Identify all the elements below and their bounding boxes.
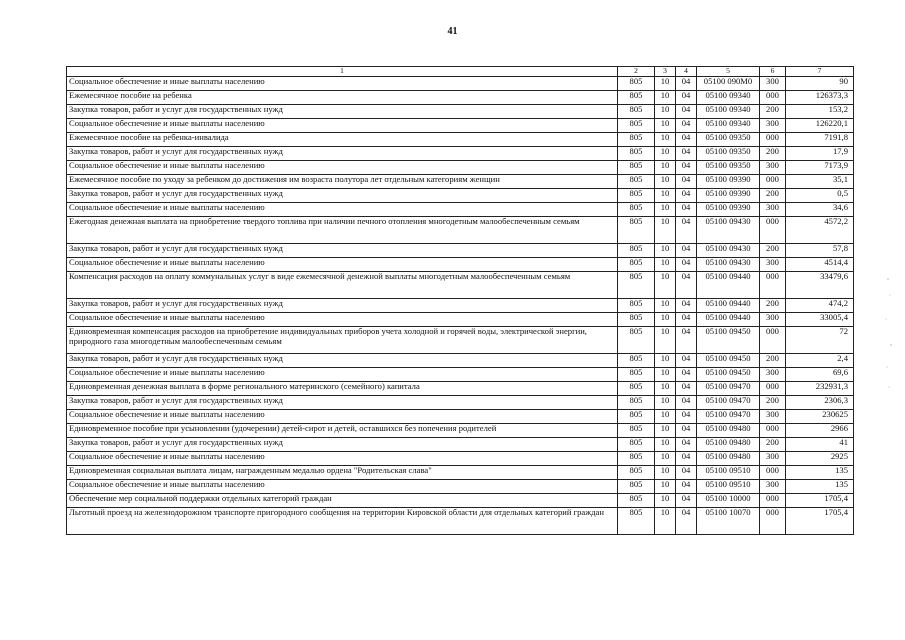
ministry-code: 805 bbox=[618, 368, 655, 382]
subsection-code: 04 bbox=[676, 327, 697, 354]
expense-type-code: 200 bbox=[760, 299, 786, 313]
target-article-code: 05100 090М0 bbox=[697, 77, 760, 91]
header-cell: 2 bbox=[618, 67, 655, 77]
amount-value: 90 bbox=[786, 77, 854, 91]
subsection-code: 04 bbox=[676, 217, 697, 244]
expense-type-code: 000 bbox=[760, 91, 786, 105]
subsection-code: 04 bbox=[676, 133, 697, 147]
section-code: 10 bbox=[655, 410, 676, 424]
budget-item-name: Закупка товаров, работ и услуг для государственных нужд bbox=[67, 147, 618, 161]
target-article-code: 05100 09440 bbox=[697, 313, 760, 327]
subsection-code: 04 bbox=[676, 105, 697, 119]
amount-value: 1705,4 bbox=[786, 508, 854, 535]
budget-item-name: Ежегодная денежная выплата на приобретение твердого топлива при наличии печного отопления многодетным малообеспеченным семьям bbox=[67, 217, 618, 244]
table-row bbox=[67, 105, 854, 119]
ministry-code: 805 bbox=[618, 272, 655, 299]
subsection-code: 04 bbox=[676, 368, 697, 382]
table-row bbox=[67, 508, 854, 535]
ministry-code: 805 bbox=[618, 424, 655, 438]
expense-type-code: 000 bbox=[760, 272, 786, 299]
subsection-code: 04 bbox=[676, 466, 697, 480]
target-article-code: 05100 09390 bbox=[697, 203, 760, 217]
ministry-code: 805 bbox=[618, 438, 655, 452]
table-row bbox=[67, 452, 854, 466]
expense-type-code: 000 bbox=[760, 327, 786, 354]
amount-value: 69,6 bbox=[786, 368, 854, 382]
section-code: 10 bbox=[655, 133, 676, 147]
target-article-code: 05100 09480 bbox=[697, 424, 760, 438]
subsection-code: 04 bbox=[676, 299, 697, 313]
subsection-code: 04 bbox=[676, 161, 697, 175]
table-row bbox=[67, 77, 854, 91]
target-article-code: 05100 09390 bbox=[697, 189, 760, 203]
amount-value: 57,8 bbox=[786, 244, 854, 258]
target-article-code: 05100 09390 bbox=[697, 175, 760, 189]
expense-type-code: 300 bbox=[760, 203, 786, 217]
amount-value: 474,2 bbox=[786, 299, 854, 313]
subsection-code: 04 bbox=[676, 354, 697, 368]
target-article-code: 05100 09470 bbox=[697, 382, 760, 396]
amount-value: 17,9 bbox=[786, 147, 854, 161]
subsection-code: 04 bbox=[676, 91, 697, 105]
table-row bbox=[67, 480, 854, 494]
header-cell: 7 bbox=[786, 67, 854, 77]
ministry-code: 805 bbox=[618, 452, 655, 466]
budget-item-name: Социальное обеспечение и иные выплаты населению bbox=[67, 368, 618, 382]
subsection-code: 04 bbox=[676, 410, 697, 424]
ministry-code: 805 bbox=[618, 147, 655, 161]
budget-table bbox=[66, 66, 854, 535]
subsection-code: 04 bbox=[676, 119, 697, 133]
subsection-code: 04 bbox=[676, 452, 697, 466]
table-row bbox=[67, 272, 854, 299]
ministry-code: 805 bbox=[618, 494, 655, 508]
amount-value: 35,1 bbox=[786, 175, 854, 189]
subsection-code: 04 bbox=[676, 147, 697, 161]
expense-type-code: 300 bbox=[760, 119, 786, 133]
section-code: 10 bbox=[655, 161, 676, 175]
amount-value: 0,5 bbox=[786, 189, 854, 203]
section-code: 10 bbox=[655, 424, 676, 438]
header-cell: 4 bbox=[676, 67, 697, 77]
amount-value: 2966 bbox=[786, 424, 854, 438]
section-code: 10 bbox=[655, 494, 676, 508]
amount-value: 135 bbox=[786, 480, 854, 494]
amount-value: 126373,3 bbox=[786, 91, 854, 105]
budget-item-name: Компенсация расходов на оплату коммунальных услуг в виде ежемесячной денежной выплаты многодетным малообеспеченным семьям bbox=[67, 272, 618, 299]
budget-item-name: Единовременная компенсация расходов на приобретение индивидуальных приборов учета холодной и горячей воды, электрической энергии, природного газа многодетным малообеспеченным семьям bbox=[67, 327, 618, 354]
target-article-code: 05100 09450 bbox=[697, 327, 760, 354]
ministry-code: 805 bbox=[618, 119, 655, 133]
expense-type-code: 000 bbox=[760, 175, 786, 189]
expense-type-code: 300 bbox=[760, 313, 786, 327]
table-row bbox=[67, 258, 854, 272]
subsection-code: 04 bbox=[676, 438, 697, 452]
subsection-code: 04 bbox=[676, 508, 697, 535]
header-cell: 5 bbox=[697, 67, 760, 77]
table-row bbox=[67, 203, 854, 217]
expense-type-code: 300 bbox=[760, 77, 786, 91]
amount-value: 4572,2 bbox=[786, 217, 854, 244]
budget-item-name: Закупка товаров, работ и услуг для государственных нужд bbox=[67, 438, 618, 452]
amount-value: 153,2 bbox=[786, 105, 854, 119]
scan-specks bbox=[874, 275, 894, 395]
subsection-code: 04 bbox=[676, 494, 697, 508]
column-number-header bbox=[67, 67, 854, 77]
table-row bbox=[67, 396, 854, 410]
budget-item-name: Ежемесячное пособие по уходу за ребенком до достижения им возраста полутора лет отдельным категориям женщин bbox=[67, 175, 618, 189]
header-cell: 3 bbox=[655, 67, 676, 77]
expense-type-code: 300 bbox=[760, 480, 786, 494]
target-article-code: 05100 09350 bbox=[697, 133, 760, 147]
section-code: 10 bbox=[655, 508, 676, 535]
expense-type-code: 300 bbox=[760, 410, 786, 424]
target-article-code: 05100 09340 bbox=[697, 105, 760, 119]
amount-value: 135 bbox=[786, 466, 854, 480]
table-row bbox=[67, 217, 854, 244]
expense-type-code: 300 bbox=[760, 161, 786, 175]
target-article-code: 05100 09350 bbox=[697, 147, 760, 161]
expense-type-code: 000 bbox=[760, 466, 786, 480]
amount-value: 33479,6 bbox=[786, 272, 854, 299]
table-row bbox=[67, 299, 854, 313]
ministry-code: 805 bbox=[618, 480, 655, 494]
target-article-code: 05100 10000 bbox=[697, 494, 760, 508]
target-article-code: 05100 09470 bbox=[697, 396, 760, 410]
budget-item-name: Социальное обеспечение и иные выплаты населению bbox=[67, 452, 618, 466]
table-row bbox=[67, 466, 854, 480]
section-code: 10 bbox=[655, 438, 676, 452]
expense-type-code: 000 bbox=[760, 133, 786, 147]
ministry-code: 805 bbox=[618, 77, 655, 91]
target-article-code: 05100 09340 bbox=[697, 119, 760, 133]
ministry-code: 805 bbox=[618, 396, 655, 410]
amount-value: 7191,8 bbox=[786, 133, 854, 147]
ministry-code: 805 bbox=[618, 382, 655, 396]
expense-type-code: 200 bbox=[760, 244, 786, 258]
table-row bbox=[67, 494, 854, 508]
amount-value: 1705,4 bbox=[786, 494, 854, 508]
section-code: 10 bbox=[655, 105, 676, 119]
target-article-code: 05100 09340 bbox=[697, 91, 760, 105]
section-code: 10 bbox=[655, 354, 676, 368]
expense-type-code: 200 bbox=[760, 354, 786, 368]
ministry-code: 805 bbox=[618, 189, 655, 203]
section-code: 10 bbox=[655, 382, 676, 396]
budget-item-name: Социальное обеспечение и иные выплаты населению bbox=[67, 203, 618, 217]
subsection-code: 04 bbox=[676, 189, 697, 203]
table-row bbox=[67, 354, 854, 368]
budget-item-name: Социальное обеспечение и иные выплаты населению bbox=[67, 161, 618, 175]
ministry-code: 805 bbox=[618, 105, 655, 119]
table-row bbox=[67, 133, 854, 147]
target-article-code: 05100 09430 bbox=[697, 244, 760, 258]
target-article-code: 05100 09350 bbox=[697, 161, 760, 175]
ministry-code: 805 bbox=[618, 299, 655, 313]
section-code: 10 bbox=[655, 313, 676, 327]
budget-item-name: Социальное обеспечение и иные выплаты населению bbox=[67, 480, 618, 494]
section-code: 10 bbox=[655, 272, 676, 299]
ministry-code: 805 bbox=[618, 258, 655, 272]
header-cell: 1 bbox=[67, 67, 618, 77]
budget-item-name: Закупка товаров, работ и услуг для государственных нужд bbox=[67, 354, 618, 368]
budget-item-name: Закупка товаров, работ и услуг для государственных нужд bbox=[67, 299, 618, 313]
amount-value: 7173,9 bbox=[786, 161, 854, 175]
subsection-code: 04 bbox=[676, 244, 697, 258]
expense-type-code: 300 bbox=[760, 452, 786, 466]
ministry-code: 805 bbox=[618, 244, 655, 258]
ministry-code: 805 bbox=[618, 313, 655, 327]
section-code: 10 bbox=[655, 452, 676, 466]
target-article-code: 05100 09450 bbox=[697, 368, 760, 382]
budget-item-name: Льготный проезд на железнодорожном транспорте пригородного сообщения на территории Кировской области для отдельных категорий граждан bbox=[67, 508, 618, 535]
ministry-code: 805 bbox=[618, 217, 655, 244]
budget-item-name: Социальное обеспечение и иные выплаты населению bbox=[67, 258, 618, 272]
target-article-code: 05100 09480 bbox=[697, 438, 760, 452]
expense-type-code: 300 bbox=[760, 258, 786, 272]
section-code: 10 bbox=[655, 189, 676, 203]
expense-type-code: 200 bbox=[760, 438, 786, 452]
table-row bbox=[67, 175, 854, 189]
section-code: 10 bbox=[655, 91, 676, 105]
target-article-code: 05100 09440 bbox=[697, 272, 760, 299]
ministry-code: 805 bbox=[618, 203, 655, 217]
target-article-code: 05100 09430 bbox=[697, 217, 760, 244]
expense-type-code: 000 bbox=[760, 424, 786, 438]
section-code: 10 bbox=[655, 147, 676, 161]
expense-type-code: 200 bbox=[760, 147, 786, 161]
subsection-code: 04 bbox=[676, 480, 697, 494]
budget-item-name: Социальное обеспечение и иные выплаты населению bbox=[67, 77, 618, 91]
ministry-code: 805 bbox=[618, 410, 655, 424]
budget-item-name: Единовременная социальная выплата лицам, награжденным медалью ордена "Родительская слава" bbox=[67, 466, 618, 480]
budget-item-name: Закупка товаров, работ и услуг для государственных нужд bbox=[67, 396, 618, 410]
budget-item-name: Социальное обеспечение и иные выплаты населению bbox=[67, 119, 618, 133]
ministry-code: 805 bbox=[618, 354, 655, 368]
budget-item-name: Социальное обеспечение и иные выплаты населению bbox=[67, 410, 618, 424]
subsection-code: 04 bbox=[676, 77, 697, 91]
ministry-code: 805 bbox=[618, 508, 655, 535]
subsection-code: 04 bbox=[676, 424, 697, 438]
amount-value: 126220,1 bbox=[786, 119, 854, 133]
budget-item-name: Закупка товаров, работ и услуг для государственных нужд bbox=[67, 244, 618, 258]
amount-value: 41 bbox=[786, 438, 854, 452]
ministry-code: 805 bbox=[618, 133, 655, 147]
section-code: 10 bbox=[655, 244, 676, 258]
table-row bbox=[67, 410, 854, 424]
table-row bbox=[67, 368, 854, 382]
amount-value: 232931,3 bbox=[786, 382, 854, 396]
amount-value: 4514,4 bbox=[786, 258, 854, 272]
budget-item-name: Закупка товаров, работ и услуг для государственных нужд bbox=[67, 105, 618, 119]
expense-type-code: 000 bbox=[760, 494, 786, 508]
expense-type-code: 300 bbox=[760, 368, 786, 382]
table-row bbox=[67, 244, 854, 258]
subsection-code: 04 bbox=[676, 313, 697, 327]
amount-value: 34,6 bbox=[786, 203, 854, 217]
amount-value: 33005,4 bbox=[786, 313, 854, 327]
section-code: 10 bbox=[655, 258, 676, 272]
ministry-code: 805 bbox=[618, 161, 655, 175]
subsection-code: 04 bbox=[676, 258, 697, 272]
section-code: 10 bbox=[655, 77, 676, 91]
budget-item-name: Единовременная денежная выплата в форме регионального материнского (семейного) капитала bbox=[67, 382, 618, 396]
budget-item-name: Обеспечение мер социальной поддержки отдельных категорий граждан bbox=[67, 494, 618, 508]
subsection-code: 04 bbox=[676, 203, 697, 217]
amount-value: 230625 bbox=[786, 410, 854, 424]
table-row bbox=[67, 382, 854, 396]
table-row bbox=[67, 438, 854, 452]
section-code: 10 bbox=[655, 327, 676, 354]
section-code: 10 bbox=[655, 203, 676, 217]
expense-type-code: 200 bbox=[760, 189, 786, 203]
expense-type-code: 000 bbox=[760, 382, 786, 396]
table-row bbox=[67, 161, 854, 175]
budget-item-name: Ежемесячное пособие на ребенка bbox=[67, 91, 618, 105]
subsection-code: 04 bbox=[676, 175, 697, 189]
section-code: 10 bbox=[655, 217, 676, 244]
target-article-code: 05100 09430 bbox=[697, 258, 760, 272]
target-article-code: 05100 09450 bbox=[697, 354, 760, 368]
table-row bbox=[67, 424, 854, 438]
section-code: 10 bbox=[655, 119, 676, 133]
target-article-code: 05100 09470 bbox=[697, 410, 760, 424]
amount-value: 72 bbox=[786, 327, 854, 354]
budget-item-name: Социальное обеспечение и иные выплаты населению bbox=[67, 313, 618, 327]
amount-value: 2925 bbox=[786, 452, 854, 466]
expense-type-code: 000 bbox=[760, 217, 786, 244]
subsection-code: 04 bbox=[676, 396, 697, 410]
table-row bbox=[67, 327, 854, 354]
budget-item-name: Закупка товаров, работ и услуг для государственных нужд bbox=[67, 189, 618, 203]
budget-item-name: Ежемесячное пособие на ребенка-инвалида bbox=[67, 133, 618, 147]
ministry-code: 805 bbox=[618, 466, 655, 480]
target-article-code: 05100 09510 bbox=[697, 466, 760, 480]
expense-type-code: 000 bbox=[760, 508, 786, 535]
ministry-code: 805 bbox=[618, 91, 655, 105]
section-code: 10 bbox=[655, 368, 676, 382]
table-row bbox=[67, 189, 854, 203]
expense-type-code: 200 bbox=[760, 396, 786, 410]
target-article-code: 05100 10070 bbox=[697, 508, 760, 535]
section-code: 10 bbox=[655, 466, 676, 480]
section-code: 10 bbox=[655, 299, 676, 313]
ministry-code: 805 bbox=[618, 175, 655, 189]
header-cell: 6 bbox=[760, 67, 786, 77]
section-code: 10 bbox=[655, 175, 676, 189]
amount-value: 2306,3 bbox=[786, 396, 854, 410]
table-row bbox=[67, 119, 854, 133]
target-article-code: 05100 09480 bbox=[697, 452, 760, 466]
section-code: 10 bbox=[655, 396, 676, 410]
table-row bbox=[67, 147, 854, 161]
amount-value: 2,4 bbox=[786, 354, 854, 368]
table-row bbox=[67, 91, 854, 105]
target-article-code: 05100 09510 bbox=[697, 480, 760, 494]
expense-type-code: 200 bbox=[760, 105, 786, 119]
subsection-code: 04 bbox=[676, 382, 697, 396]
table-row bbox=[67, 313, 854, 327]
page-number: 41 bbox=[447, 26, 458, 37]
section-code: 10 bbox=[655, 480, 676, 494]
ministry-code: 805 bbox=[618, 327, 655, 354]
subsection-code: 04 bbox=[676, 272, 697, 299]
target-article-code: 05100 09440 bbox=[697, 299, 760, 313]
budget-item-name: Единовременное пособие при усыновлении (удочерении) детей-сирот и детей, оставшихся без попечения родителей bbox=[67, 424, 618, 438]
